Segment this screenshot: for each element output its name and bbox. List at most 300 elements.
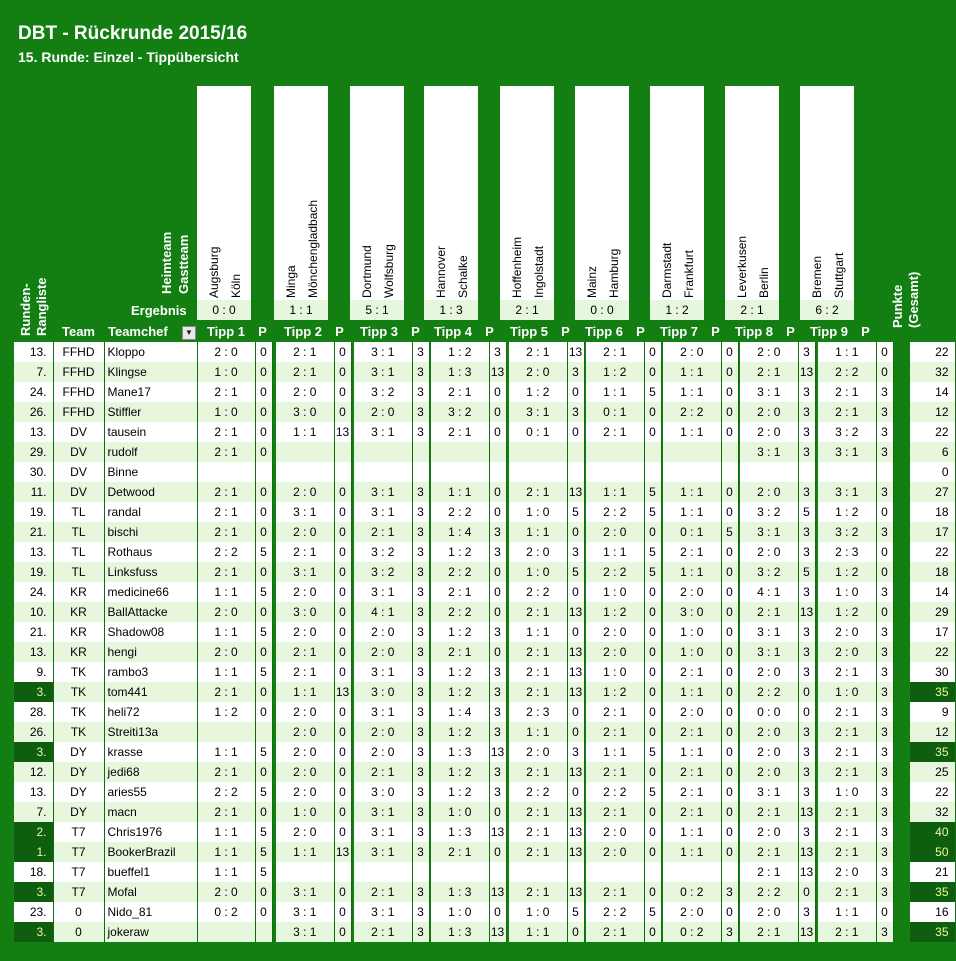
total-cell: 14 (910, 582, 955, 602)
team-cell: DV (53, 422, 104, 442)
points-cell: 5 (255, 582, 272, 602)
points-cell: 0 (489, 802, 506, 822)
teamchef-cell: jedi68 (104, 762, 197, 782)
points-cell: 13 (489, 362, 506, 382)
table-row (14, 562, 955, 582)
tip-cell (431, 462, 489, 482)
teamchef-filter-dropdown[interactable]: ▼ (182, 326, 196, 340)
tip-cell: 2 : 1 (276, 642, 334, 662)
tip-cell: 3 : 1 (276, 922, 334, 942)
tip-cell: 2 : 1 (740, 862, 798, 882)
tip-cell: 0 : 1 (663, 522, 721, 542)
p-header-3: P (411, 324, 420, 339)
points-cell: 3 (798, 742, 815, 762)
tip-cell: 2 : 1 (197, 522, 255, 542)
points-cell: 0 (255, 442, 272, 462)
tip-cell: 1 : 1 (197, 822, 255, 842)
rank-cell: 3. (14, 922, 53, 942)
tip-cell: 1 : 2 (431, 722, 489, 742)
tip-cell: 1 : 0 (197, 362, 255, 382)
tip-cell: 2 : 0 (509, 362, 567, 382)
tip-cell: 2 : 1 (509, 642, 567, 662)
points-cell: 0 (798, 882, 815, 902)
tip-cell: 3 : 2 (740, 502, 798, 522)
points-cell: 0 (721, 402, 738, 422)
team-cell: FFHD (53, 342, 104, 362)
points-cell (334, 442, 351, 462)
team-header: Team (62, 324, 95, 339)
points-cell (721, 442, 738, 462)
column-gap (893, 442, 910, 462)
points-cell: 0 (255, 682, 272, 702)
points-cell: 3 (489, 702, 506, 722)
tip-cell: 2 : 2 (586, 902, 644, 922)
tip-cell: 1 : 2 (431, 762, 489, 782)
points-cell: 3 (412, 642, 429, 662)
tip-cell: 3 : 1 (276, 502, 334, 522)
points-cell: 3 (798, 522, 815, 542)
home-team-3: Dortmund (360, 245, 374, 298)
points-cell: 3 (412, 722, 429, 742)
points-cell: 0 (721, 642, 738, 662)
tip-cell: 3 : 2 (818, 522, 876, 542)
tip-cell: 1 : 1 (663, 822, 721, 842)
table-row (14, 762, 955, 782)
team-cell: 0 (53, 922, 104, 942)
points-cell: 0 (334, 342, 351, 362)
points-cell: 0 (334, 922, 351, 942)
points-cell: 5 (644, 542, 661, 562)
tip-cell: 3 : 1 (509, 402, 567, 422)
points-cell: 0 (255, 702, 272, 722)
tip-cell: 2 : 0 (740, 402, 798, 422)
tip-cell: 2 : 1 (586, 882, 644, 902)
tip-cell: 1 : 1 (663, 362, 721, 382)
tip-cell: 2 : 1 (740, 602, 798, 622)
points-cell (644, 462, 661, 482)
teamchef-cell: Mane17 (104, 382, 197, 402)
column-gap (893, 862, 910, 882)
tip-cell (586, 462, 644, 482)
points-cell: 3 (412, 562, 429, 582)
tip-cell: 2 : 1 (818, 402, 876, 422)
points-cell: 0 (255, 362, 272, 382)
tipp-header-2: Tipp 2 (283, 324, 323, 339)
points-cell: 0 (334, 622, 351, 642)
team-cell: TL (53, 542, 104, 562)
points-cell: 0 (644, 522, 661, 542)
tip-cell: 1 : 1 (663, 482, 721, 502)
points-cell: 3 (798, 582, 815, 602)
points-cell: 0 (334, 782, 351, 802)
points-cell: 0 (876, 342, 893, 362)
points-cell: 3 (876, 682, 893, 702)
tip-cell: 1 : 1 (509, 722, 567, 742)
points-cell: 3 (412, 742, 429, 762)
tip-cell: 2 : 0 (276, 762, 334, 782)
tip-cell: 2 : 0 (740, 542, 798, 562)
tip-cell: 2 : 1 (818, 702, 876, 722)
tip-cell: 3 : 1 (354, 902, 412, 922)
rank-cell: 3. (14, 742, 53, 762)
total-cell: 29 (910, 602, 955, 622)
teamchef-cell: Mofal (104, 882, 197, 902)
tip-cell: 1 : 2 (818, 562, 876, 582)
tip-cell: 4 : 1 (740, 582, 798, 602)
tip-cell: 2 : 0 (818, 622, 876, 642)
points-cell: 0 (644, 402, 661, 422)
points-cell: 0 (798, 682, 815, 702)
tip-cell (197, 922, 255, 942)
table-row (14, 902, 955, 922)
points-cell: 0 (644, 362, 661, 382)
tip-cell: 1 : 1 (586, 542, 644, 562)
tip-cell (818, 462, 876, 482)
tip-cell: 2 : 1 (818, 882, 876, 902)
tip-cell: 3 : 2 (354, 542, 412, 562)
teamchef-cell: tausein (104, 422, 197, 442)
tip-cell: 2 : 0 (354, 622, 412, 642)
points-cell (255, 922, 272, 942)
tip-cell: 2 : 1 (276, 362, 334, 382)
points-cell: 0 (721, 342, 738, 362)
tip-cell: 2 : 1 (197, 502, 255, 522)
points-cell: 0 (721, 562, 738, 582)
match-result-4: 1 : 3 (439, 303, 463, 317)
table-row (14, 362, 955, 382)
rank-cell: 13. (14, 542, 53, 562)
points-cell (489, 862, 506, 882)
tip-cell: 1 : 0 (818, 682, 876, 702)
total-cell: 30 (910, 662, 955, 682)
points-cell: 5 (567, 502, 584, 522)
home-team-8: Leverkusen (735, 235, 749, 298)
table-row (14, 882, 955, 902)
tip-cell: 2 : 1 (818, 802, 876, 822)
table-row (14, 422, 955, 442)
tip-cell: 2 : 0 (197, 602, 255, 622)
team-cell: TK (53, 662, 104, 682)
total-cell: 25 (910, 762, 955, 782)
points-cell: 0 (334, 822, 351, 842)
teamchef-cell: aries55 (104, 782, 197, 802)
away-team-7: Frankfurt (682, 249, 696, 298)
team-cell: TK (53, 702, 104, 722)
tip-cell: 2 : 2 (431, 562, 489, 582)
tip-cell: 2 : 1 (354, 522, 412, 542)
teamchef-cell: heli72 (104, 702, 197, 722)
column-gap (893, 902, 910, 922)
points-cell: 3 (798, 342, 815, 362)
tip-cell: 2 : 0 (740, 762, 798, 782)
tip-cell: 1 : 2 (431, 342, 489, 362)
points-cell: 5 (567, 902, 584, 922)
points-cell: 3 (876, 422, 893, 442)
total-cell: 32 (910, 802, 955, 822)
tip-cell: 2 : 0 (586, 842, 644, 862)
tip-cell: 1 : 2 (586, 362, 644, 382)
points-cell: 0 (876, 362, 893, 382)
column-gap (893, 722, 910, 742)
tip-cell: 1 : 1 (586, 382, 644, 402)
points-cell: 0 (721, 602, 738, 622)
tip-cell: 2 : 1 (509, 482, 567, 502)
total-cell: 22 (910, 422, 955, 442)
points-cell: 13 (798, 862, 815, 882)
points-cell: 3 (412, 682, 429, 702)
teamchef-cell: Nido_81 (104, 902, 197, 922)
tip-cell: 1 : 1 (197, 862, 255, 882)
table-row (14, 842, 955, 862)
away-team-6: Hamburg (607, 248, 621, 298)
tip-cell: 2 : 1 (197, 802, 255, 822)
tip-cell: 1 : 0 (197, 402, 255, 422)
column-gap (893, 342, 910, 362)
team-cell: DY (53, 782, 104, 802)
total-cell: 0 (910, 462, 955, 482)
tip-cell (276, 442, 334, 462)
rank-cell: 9. (14, 662, 53, 682)
tip-cell: 3 : 2 (354, 562, 412, 582)
tip-cell (509, 442, 567, 462)
table-row (14, 802, 955, 822)
team-cell: T7 (53, 822, 104, 842)
total-cell: 22 (910, 782, 955, 802)
teamchef-cell: rudolf (104, 442, 197, 462)
points-cell: 0 (489, 842, 506, 862)
points-cell: 13 (489, 822, 506, 842)
points-cell: 0 (255, 402, 272, 422)
tip-cell: 2 : 0 (354, 722, 412, 742)
points-cell: 3 (412, 622, 429, 642)
points-cell (334, 462, 351, 482)
team-cell: FFHD (53, 362, 104, 382)
points-cell (334, 862, 351, 882)
tip-cell: 0 : 2 (663, 922, 721, 942)
table-row (14, 622, 955, 642)
tip-cell: 1 : 3 (431, 922, 489, 942)
rank-cell: 18. (14, 862, 53, 882)
points-cell: 0 (721, 822, 738, 842)
tip-cell: 2 : 0 (818, 642, 876, 662)
points-cell: 5 (255, 742, 272, 762)
points-cell: 5 (255, 782, 272, 802)
team-cell: DV (53, 462, 104, 482)
points-cell: 0 (567, 522, 584, 542)
tip-cell: 2 : 1 (818, 762, 876, 782)
team-cell: TL (53, 562, 104, 582)
tip-cell: 1 : 1 (197, 662, 255, 682)
tip-cell: 2 : 0 (276, 582, 334, 602)
tip-cell: 2 : 2 (431, 602, 489, 622)
points-cell: 3 (412, 662, 429, 682)
points-cell: 3 (876, 622, 893, 642)
points-cell: 0 (334, 882, 351, 902)
rank-cell: 13. (14, 342, 53, 362)
points-cell: 0 (721, 382, 738, 402)
points-cell: 3 (798, 402, 815, 422)
points-cell: 3 (798, 822, 815, 842)
points-cell: 3 (876, 582, 893, 602)
tip-cell: 2 : 0 (197, 642, 255, 662)
tip-cell: 1 : 1 (663, 502, 721, 522)
rank-cell: 1. (14, 842, 53, 862)
tip-cell (509, 862, 567, 882)
tip-cell (276, 462, 334, 482)
points-cell: 3 (876, 802, 893, 822)
tip-cell (431, 442, 489, 462)
column-gap (893, 842, 910, 862)
points-cell: 3 (798, 782, 815, 802)
points-cell: 3 (412, 582, 429, 602)
column-gap (893, 402, 910, 422)
points-cell: 13 (567, 762, 584, 782)
tip-cell: 2 : 1 (586, 762, 644, 782)
points-cell: 3 (412, 542, 429, 562)
points-cell: 0 (255, 602, 272, 622)
points-cell: 3 (876, 722, 893, 742)
tip-cell: 1 : 0 (276, 802, 334, 822)
tip-cell: 1 : 0 (586, 662, 644, 682)
points-cell: 0 (721, 902, 738, 922)
points-cell: 0 (721, 622, 738, 642)
tip-cell: 2 : 1 (197, 442, 255, 462)
points-cell: 0 (255, 902, 272, 922)
tip-cell: 3 : 2 (431, 402, 489, 422)
tip-cell: 1 : 2 (586, 602, 644, 622)
points-cell: 13 (489, 882, 506, 902)
teamchef-cell: Streiti13a (104, 722, 197, 742)
tip-cell: 1 : 0 (818, 582, 876, 602)
points-cell: 0 (255, 342, 272, 362)
tip-cell: 0 : 1 (586, 402, 644, 422)
column-gap (893, 422, 910, 442)
heimteam-label: Heimteam (159, 231, 174, 294)
teamchef-cell: Rothaus (104, 542, 197, 562)
tip-cell: 1 : 2 (197, 702, 255, 722)
table-row (14, 542, 955, 562)
points-cell: 3 (876, 382, 893, 402)
tip-cell: 2 : 1 (431, 642, 489, 662)
tip-cell: 1 : 1 (663, 382, 721, 402)
points-cell: 3 (489, 542, 506, 562)
tip-cell (663, 462, 721, 482)
tip-cell: 2 : 0 (740, 722, 798, 742)
tip-cell: 2 : 1 (197, 682, 255, 702)
tip-cell: 1 : 3 (431, 742, 489, 762)
tip-cell: 1 : 1 (509, 922, 567, 942)
tip-cell: 2 : 0 (586, 822, 644, 842)
tipp-header-5: Tipp 5 (509, 324, 549, 339)
tip-cell: 2 : 1 (509, 842, 567, 862)
points-cell: 0 (644, 642, 661, 662)
teamchef-cell: medicine66 (104, 582, 197, 602)
points-cell (644, 442, 661, 462)
away-team-9: Stuttgart (832, 252, 846, 298)
tip-cell: 1 : 2 (431, 782, 489, 802)
tip-cell: 2 : 2 (509, 582, 567, 602)
table-row (14, 462, 955, 482)
points-cell: 0 (255, 762, 272, 782)
tip-cell (663, 442, 721, 462)
points-cell (412, 442, 429, 462)
points-cell: 3 (412, 482, 429, 502)
points-cell: 3 (876, 402, 893, 422)
tip-cell: 1 : 1 (663, 422, 721, 442)
points-cell: 0 (489, 402, 506, 422)
tip-cell: 2 : 1 (818, 382, 876, 402)
tip-cell: 2 : 0 (354, 402, 412, 422)
team-cell: DY (53, 762, 104, 782)
points-cell: 3 (489, 522, 506, 542)
points-cell: 5 (255, 622, 272, 642)
table-row (14, 342, 955, 362)
teamchef-cell: Linksfuss (104, 562, 197, 582)
tip-cell: 2 : 0 (276, 622, 334, 642)
points-cell: 3 (567, 542, 584, 562)
points-cell: 13 (489, 922, 506, 942)
points-cell: 3 (798, 622, 815, 642)
tip-cell: 3 : 1 (276, 882, 334, 902)
total-cell: 35 (910, 882, 955, 902)
tip-cell: 1 : 3 (431, 362, 489, 382)
tip-cell: 3 : 1 (354, 822, 412, 842)
points-cell: 3 (876, 742, 893, 762)
tip-cell: 3 : 0 (354, 682, 412, 702)
tip-cell: 2 : 0 (276, 482, 334, 502)
points-cell: 5 (644, 502, 661, 522)
teamchef-cell: randal (104, 502, 197, 522)
points-cell: 3 (412, 822, 429, 842)
points-cell: 0 (644, 662, 661, 682)
column-gap (893, 882, 910, 902)
points-cell: 13 (567, 822, 584, 842)
total-cell: 22 (910, 342, 955, 362)
match-result-3: 5 : 1 (365, 303, 389, 317)
tip-cell: 2 : 0 (354, 642, 412, 662)
rank-cell: 23. (14, 902, 53, 922)
points-cell: 3 (798, 762, 815, 782)
tip-cell: 3 : 1 (740, 622, 798, 642)
column-gap (893, 482, 910, 502)
tip-cell: 1 : 1 (818, 342, 876, 362)
points-cell: 0 (567, 722, 584, 742)
tip-cell: 1 : 1 (663, 682, 721, 702)
points-cell: 3 (876, 922, 893, 942)
points-cell: 3 (412, 702, 429, 722)
tip-cell: 3 : 1 (818, 482, 876, 502)
tip-cell: 0 : 2 (663, 882, 721, 902)
points-cell: 0 (721, 802, 738, 822)
tip-cell (740, 462, 798, 482)
teamchef-cell: Binne (104, 462, 197, 482)
punkte-label: Punkte (Gesamt) (890, 271, 921, 328)
points-cell: 3 (876, 882, 893, 902)
points-cell: 3 (798, 902, 815, 922)
tip-cell (586, 862, 644, 882)
points-cell: 3 (876, 782, 893, 802)
tip-cell: 3 : 1 (740, 642, 798, 662)
tip-cell: 1 : 1 (509, 622, 567, 642)
tip-cell: 2 : 1 (197, 562, 255, 582)
team-cell: DY (53, 742, 104, 762)
rank-cell: 24. (14, 382, 53, 402)
tip-cell: 2 : 0 (740, 742, 798, 762)
tip-cell: 2 : 1 (197, 422, 255, 442)
tip-cell: 1 : 2 (818, 602, 876, 622)
points-cell: 3 (412, 502, 429, 522)
points-cell: 0 (644, 582, 661, 602)
